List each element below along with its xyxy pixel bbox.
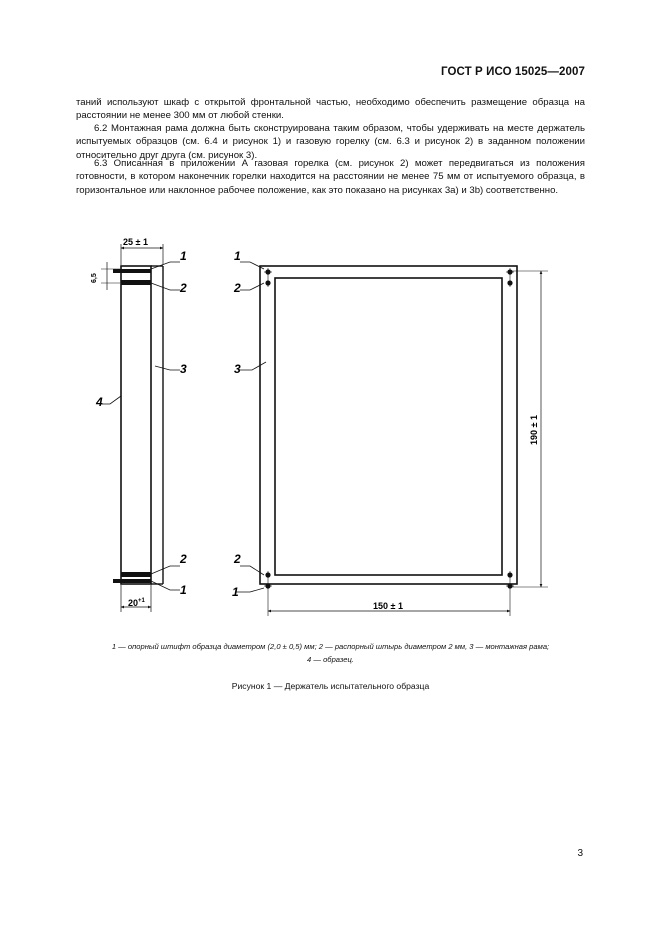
legend-line-2: 4 — образец. — [307, 654, 354, 664]
label-2-bottom-front: 2 — [234, 552, 241, 566]
figure-legend — [70, 641, 591, 666]
dim-height-label: 190 ± 1 — [529, 415, 539, 445]
figure-caption: Рисунок 1 — Держатель испытательного образца — [231, 681, 430, 691]
frame-inner — [275, 278, 502, 575]
legend-line-1: 1 — опорный штифт образца диаметром (2,0 ± 0,5) мм; 2 — распорный штырь диаметром 2 мм, 3 — монтажная рама; — [111, 642, 550, 651]
label-2-top-side: 2 — [180, 281, 187, 295]
label-1-bottom-side: 1 — [180, 583, 187, 597]
paragraph-6-2: 6.2 Монтажная рама должна быть сконструирована таким образом, чтобы удерживать на месте держатель испытуемых образцов (см. 6.4 и рисунок 1) и газовую горелку (см. 6.3 и рисунок 2) в заданном положении относительно друг друга (см. рисунок 3). — [76, 123, 585, 161]
dim-top-label: 25 ± 1 — [123, 237, 148, 247]
label-1-bottom-front: 1 — [232, 585, 239, 599]
support-pin-bottom — [113, 579, 151, 583]
dim-left-label: 6,5 — [91, 273, 98, 283]
spacer-pin-bottom — [121, 572, 151, 577]
label-4-side: 4 — [96, 395, 103, 409]
dim-bottom-label: $20^{+1}$ — [128, 598, 145, 608]
document-header: ГОСТ Р ИСО 15025—2007 — [440, 66, 585, 78]
label-2-top-front: 2 — [234, 281, 241, 295]
label-1-top-front: 1 — [234, 249, 241, 263]
paragraph-continuation: таний используют шкаф с открытой фронтальной частью, необходимо обеспечить размещение образца на расстоянии не менее 300 мм от любой стенки. — [76, 97, 585, 122]
support-pin-top — [113, 269, 151, 273]
spacer-pin-top — [121, 280, 151, 285]
label-2-bottom-side: 2 — [180, 552, 187, 566]
label-3-side: 3 — [180, 362, 187, 376]
label-3-front: 3 — [234, 362, 241, 376]
side-view — [100, 244, 180, 612]
label-1-top-side: 1 — [180, 249, 187, 263]
front-view — [236, 262, 548, 616]
side-frame — [121, 266, 151, 584]
dim-width-label: 150 ± 1 — [373, 601, 403, 611]
paragraph-6-3: 6.3 Описанная в приложении А газовая горелка (см. рисунок 2) может передвигаться из положения готовности, в котором наконечник горелки находится на расстоянии не менее 75 мм от испытуемого образца, в горизонтальное или наклонное рабочее положение, как это показано на рисунках 3а) и 3b) соответственно. — [76, 158, 585, 196]
page-number: 3 — [577, 848, 583, 859]
frame-outer — [260, 266, 517, 584]
